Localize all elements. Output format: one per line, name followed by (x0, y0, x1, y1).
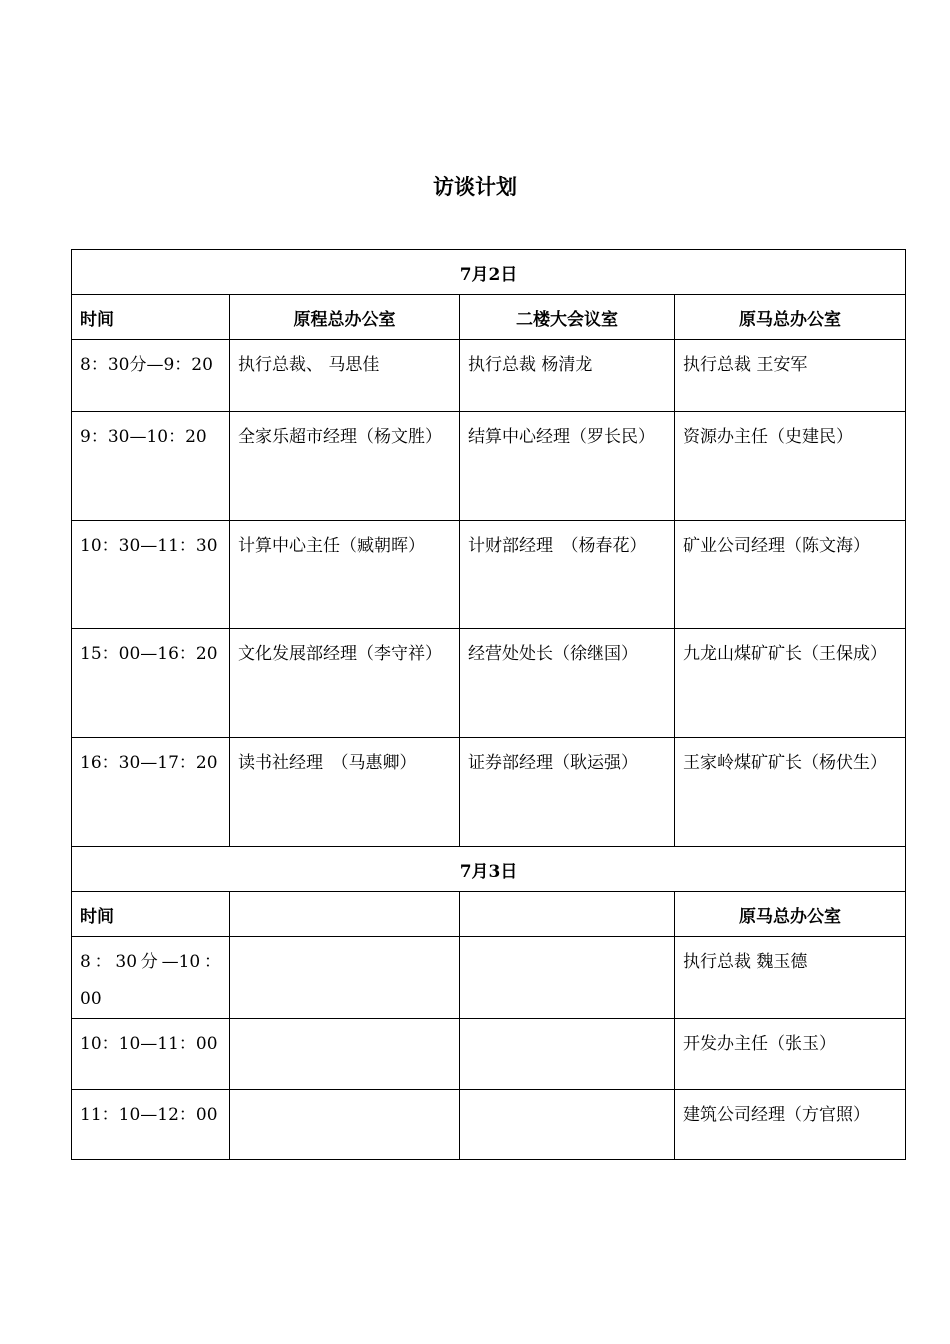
interviewee-cell: 经营处处长（徐继国） (460, 629, 675, 738)
interviewee-cell (460, 937, 675, 1019)
table-row (72, 629, 906, 738)
interviewee-cell (230, 1019, 460, 1090)
day-header-row (72, 847, 906, 892)
interviewee-cell: 计算中心主任（臧朝晖） (230, 521, 460, 629)
time-slot: 15：00—16：20 (72, 629, 230, 738)
interviewee-cell (460, 1090, 675, 1160)
day-header-row (72, 250, 906, 295)
time-slot: 16：30—17：20 (72, 738, 230, 847)
table-row (72, 340, 906, 412)
time-slot: 9：30—10：20 (72, 412, 230, 521)
interviewee-cell: 执行总裁 杨清龙 (460, 340, 675, 412)
interviewee-cell: 矿业公司经理（陈文海） (675, 521, 906, 629)
time-slot: 10：30—11：30 (72, 521, 230, 629)
interviewee-cell: 资源办主任（史建民） (675, 412, 906, 521)
column-header-room (460, 892, 675, 937)
time-slot: 10：10—11：00 (72, 1019, 230, 1090)
interviewee-cell: 九龙山煤矿矿长（王保成） (675, 629, 906, 738)
column-header-row (72, 295, 906, 340)
interviewee-cell: 王家岭煤矿矿长（杨伏生） (675, 738, 906, 847)
table-row (72, 937, 906, 1019)
interviewee-cell: 计财部经理 （杨春花） (460, 521, 675, 629)
interviewee-cell: 开发办主任（张玉） (675, 1019, 906, 1090)
interviewee-cell: 全家乐超市经理（杨文胜） (230, 412, 460, 521)
interviewee-cell (230, 1090, 460, 1160)
page-title: 访谈计划 (433, 175, 517, 199)
interviewee-cell: 读书社经理 （马惠卿） (230, 738, 460, 847)
interviewee-cell: 执行总裁、 马思佳 (230, 340, 460, 412)
time-slot: 11：10—12：00 (72, 1090, 230, 1160)
interviewee-cell: 证券部经理（耿运强） (460, 738, 675, 847)
interviewee-cell: 执行总裁 王安军 (675, 340, 906, 412)
table-row (72, 412, 906, 521)
interviewee-cell: 执行总裁 魏玉德 (675, 937, 906, 1019)
interviewee-cell: 文化发展部经理（李守祥） (230, 629, 460, 738)
interviewee-cell: 结算中心经理（罗长民） (460, 412, 675, 521)
table-row (72, 1019, 906, 1090)
column-header-row (72, 892, 906, 937)
column-header-time: 时间 (72, 295, 230, 340)
interview-schedule-table (71, 249, 906, 1160)
interviewee-cell (460, 1019, 675, 1090)
column-header-room: 原程总办公室 (230, 295, 460, 340)
table-row (72, 738, 906, 847)
column-header-room: 二楼大会议室 (460, 295, 675, 340)
column-header-time: 时间 (72, 892, 230, 937)
table-row (72, 1090, 906, 1160)
table-row (72, 521, 906, 629)
day-date: 7月2日 (72, 250, 906, 295)
column-header-room (230, 892, 460, 937)
day-date: 7月3日 (72, 847, 906, 892)
interviewee-cell (230, 937, 460, 1019)
column-header-room: 原马总办公室 (675, 295, 906, 340)
time-slot: 8：30分—9：20 (72, 340, 230, 412)
column-header-room: 原马总办公室 (675, 892, 906, 937)
time-slot: 8：30分—10：00 (72, 937, 230, 1019)
interviewee-cell: 建筑公司经理（方官照） (675, 1090, 906, 1160)
